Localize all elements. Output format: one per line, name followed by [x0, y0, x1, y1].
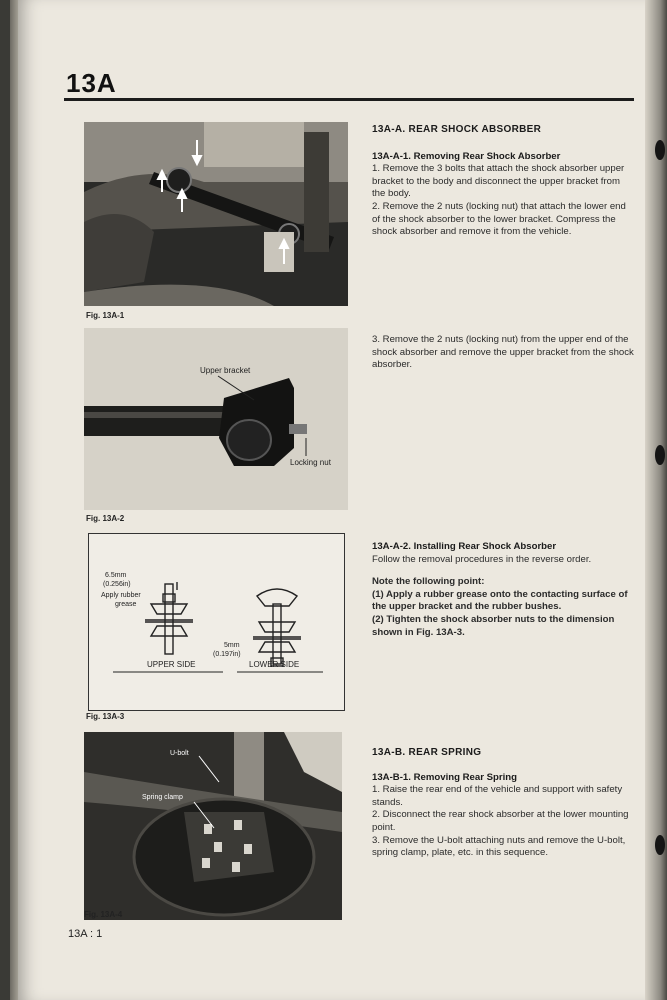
note-item: (2) Tighten the shock absorber nuts to the dimension shown in Fig. 13A-3.: [372, 613, 615, 638]
header-rule: [64, 98, 634, 101]
dim-upper-in: (0.256in): [103, 581, 131, 588]
fig-13a-3-diagram: [88, 533, 345, 711]
section-13a-b: [372, 747, 634, 860]
upper-bracket-label: Upper bracket: [200, 366, 251, 375]
punch-hole: [655, 835, 665, 855]
spring-clamp-label: Spring clamp: [142, 794, 183, 801]
paragraph: 2. Disconnect the rear shock absorber at the lower mounting point.: [372, 809, 629, 833]
page-stack-edge: [645, 0, 667, 1000]
subsection-title: 13A-A-1. Removing Rear Shock Absorber: [372, 150, 561, 162]
figure-caption: Fig. 13A-4: [84, 910, 123, 919]
section-13a-a: [372, 124, 634, 239]
section-13a-a-step3: [372, 334, 634, 372]
punch-hole: [655, 445, 665, 465]
locking-nut-label: Locking nut: [290, 458, 331, 467]
u-bolt-label: U-bolt: [170, 750, 189, 757]
subsection-title: 13A-A-2. Installing Rear Shock Absorber: [372, 541, 557, 552]
fig-13a-1-photo: [84, 122, 348, 306]
subsection-title: 13A-B-1. Removing Rear Spring: [372, 771, 518, 783]
page-number: 13A : 1: [68, 928, 103, 940]
paragraph: 3. Remove the U-bolt attaching nuts and remove the U-bolt, spring clamp, plate, etc. in this sequence.: [372, 834, 626, 859]
paragraph: 3. Remove the 2 nuts (locking nut) from the upper end of the shock absorber and remove the upper bracket from the shock absorber.: [372, 334, 634, 371]
figure-caption: Fig. 13A-1: [86, 311, 125, 320]
figure-caption: Fig. 13A-3: [86, 712, 125, 721]
section-13a-a-2: [372, 541, 634, 639]
punch-hole: [655, 140, 665, 160]
lower-side-label: LOWER SIDE: [249, 660, 300, 669]
section-title: 13A-A. REAR SHOCK ABSORBER: [372, 124, 542, 135]
grease-label: Apply rubber: [101, 592, 141, 599]
paragraph: 2. Remove the 2 nuts (locking nut) that attach the lower end of the shock absorber to the lower bracket. Compress the shock absorber and remove it from the vehicle.: [372, 200, 626, 238]
note-heading: Note the following point:: [372, 576, 485, 588]
section-title: 13A-B. REAR SPRING: [372, 747, 482, 758]
paragraph: 1. Raise the rear end of the vehicle and support with safety stands.: [372, 784, 623, 808]
paragraph: Follow the removal procedures in the reverse order.: [372, 553, 592, 565]
fig-13a-2-photo: [84, 328, 348, 510]
paragraph: 1. Remove the 3 bolts that attach the shock absorber upper bracket to the body and disconnect the upper bracket from the body.: [372, 163, 625, 200]
dim-lower-in: (0.197in): [213, 651, 241, 658]
figure-caption: Fig. 13A-2: [86, 514, 125, 523]
chapter-number: 13A: [66, 68, 117, 98]
grease-label-2: grease: [115, 601, 137, 608]
fig-13a-4-photo: [84, 732, 342, 920]
dim-upper: 6.5mm: [105, 572, 127, 579]
dim-lower: 5mm: [224, 642, 240, 649]
note-item: (1) Apply a rubber grease onto the contacting surface of the upper bracket and the rubber bushes.: [372, 588, 628, 613]
upper-side-label: UPPER SIDE: [147, 660, 196, 669]
